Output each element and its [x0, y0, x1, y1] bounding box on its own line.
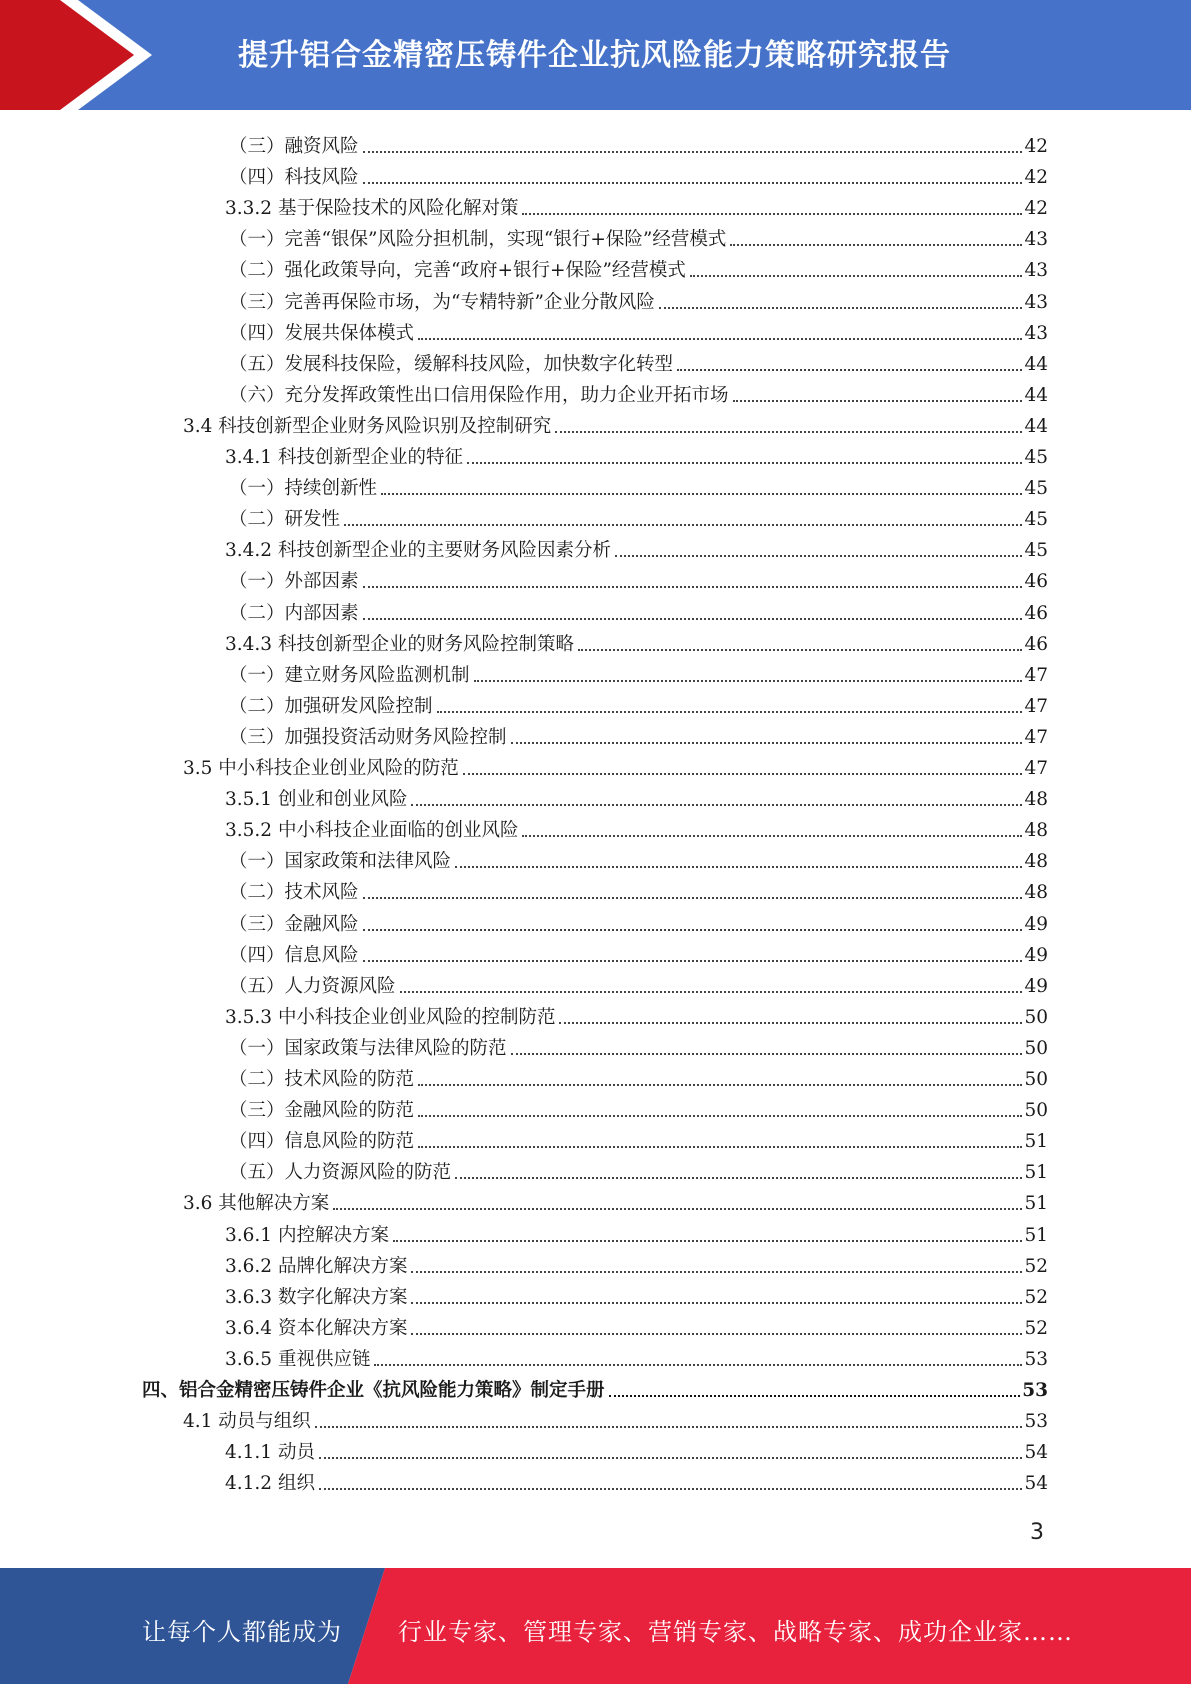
toc-entry[interactable] — [183, 1184, 1048, 1215]
toc-entry-page: 47 — [1024, 758, 1048, 779]
toc-entry-page: 50 — [1024, 1007, 1048, 1028]
toc-entry[interactable] — [229, 1122, 1048, 1153]
toc-dot-leader — [609, 1394, 1021, 1397]
toc-entry[interactable] — [225, 438, 1048, 469]
toc-entry[interactable] — [229, 251, 1048, 282]
toc-dot-leader — [315, 1425, 1023, 1428]
toc-entry[interactable] — [229, 905, 1048, 936]
toc-dot-leader — [437, 710, 1023, 713]
toc-entry-title: （二）技术风险的防范 — [229, 1069, 415, 1090]
toc-entry-page: 47 — [1024, 696, 1048, 717]
toc-entry[interactable] — [229, 1029, 1048, 1060]
toc-entry[interactable] — [225, 1216, 1048, 1247]
toc-entry-page: 45 — [1024, 509, 1048, 530]
toc-entry[interactable] — [225, 189, 1048, 220]
toc-entry-page: 53 — [1024, 1411, 1048, 1432]
toc-entry-title: 3.5.1 创业和创业风险 — [225, 789, 408, 810]
page-footer — [0, 1568, 1191, 1684]
toc-entry[interactable] — [142, 1371, 1048, 1402]
toc-dot-leader — [374, 1363, 1022, 1366]
toc-entry[interactable] — [225, 1278, 1048, 1309]
toc-entry-title: （三）金融风险 — [229, 914, 359, 935]
toc-entry-page: 46 — [1024, 571, 1048, 592]
toc-entry-title: 3.6.5 重视供应链 — [225, 1349, 371, 1370]
toc-entry-title: 4.1 动员与组织 — [183, 1411, 311, 1432]
toc-dot-leader — [522, 212, 1022, 215]
toc-dot-leader — [418, 337, 1022, 340]
toc-dot-leader — [511, 1052, 1023, 1055]
toc-entry-title: （四）信息风险的防范 — [229, 1131, 415, 1152]
toc-entry-title: （一）持续创新性 — [229, 478, 378, 499]
toc-entry[interactable] — [183, 407, 1048, 438]
toc-entry-title: （二）加强研发风险控制 — [229, 696, 433, 717]
toc-entry-page: 42 — [1024, 167, 1048, 188]
toc-entry-page: 42 — [1024, 198, 1048, 219]
toc-entry-title: （二）强化政策导向，完善“政府+银行+保险”经营模式 — [229, 260, 686, 281]
toc-entry-title: 4.1.2 组织 — [225, 1473, 315, 1494]
toc-dot-leader — [319, 1456, 1023, 1459]
toc-entry[interactable] — [225, 1464, 1048, 1495]
toc-entry-page: 44 — [1024, 416, 1048, 437]
toc-entry-page: 49 — [1024, 976, 1048, 997]
toc-entry-title: （一）建立财务风险监测机制 — [229, 665, 470, 686]
toc-dot-leader — [363, 896, 1023, 899]
toc-entry[interactable] — [229, 936, 1048, 967]
toc-entry-title: 3.4 科技创新型企业财务风险识别及控制研究 — [183, 416, 552, 437]
toc-entry-title: （四）科技风险 — [229, 167, 359, 188]
toc-entry-title: 3.4.2 科技创新型企业的主要财务风险因素分析 — [225, 540, 611, 561]
toc-entry-page: 50 — [1024, 1100, 1048, 1121]
toc-dot-leader — [418, 1114, 1022, 1117]
toc-dot-leader — [381, 492, 1022, 495]
toc-dot-leader — [363, 181, 1023, 184]
toc-dot-leader — [393, 1239, 1022, 1242]
toc-dot-leader — [522, 834, 1022, 837]
toc-dot-leader — [578, 648, 1022, 651]
toc-entry[interactable] — [229, 594, 1048, 625]
toc-entry[interactable] — [229, 127, 1048, 158]
toc-entry[interactable] — [225, 998, 1048, 1029]
toc-dot-leader — [555, 430, 1022, 433]
toc-entry-title: （一）完善“银保”风险分担机制，实现“银行+保险”经营模式 — [229, 229, 727, 250]
toc-dot-leader — [400, 990, 1023, 993]
toc-entry-page: 52 — [1024, 1318, 1048, 1339]
toc-entry-page: 52 — [1024, 1256, 1048, 1277]
toc-entry-page: 50 — [1024, 1069, 1048, 1090]
toc-entry-title: 3.6 其他解决方案 — [183, 1193, 330, 1214]
toc-entry[interactable] — [225, 1433, 1048, 1464]
toc-dot-leader — [411, 1270, 1022, 1273]
toc-entry-title: （二）研发性 — [229, 509, 341, 530]
toc-entry-title: （四）发展共保体模式 — [229, 323, 415, 344]
toc-entry-page: 43 — [1024, 323, 1048, 344]
toc-entry-page: 44 — [1024, 385, 1048, 406]
toc-dot-leader — [474, 679, 1023, 682]
toc-entry-page: 51 — [1024, 1162, 1048, 1183]
toc-dot-leader — [319, 1487, 1023, 1490]
toc-dot-leader — [690, 274, 1023, 277]
toc-entry-page: 48 — [1024, 882, 1048, 903]
toc-entry[interactable] — [229, 873, 1048, 904]
toc-entry-page: 45 — [1024, 540, 1048, 561]
toc-entry[interactable] — [225, 1247, 1048, 1278]
toc-dot-leader — [418, 1145, 1022, 1148]
footer-slogan-right: 行业专家、管理专家、营销专家、战略专家、成功企业家…… — [398, 1618, 1073, 1646]
toc-entry-page: 48 — [1024, 789, 1048, 810]
toc-entry[interactable] — [225, 625, 1048, 656]
toc-dot-leader — [363, 585, 1023, 588]
toc-dot-leader — [463, 772, 1023, 775]
toc-entry-page: 51 — [1024, 1131, 1048, 1152]
toc-entry-title: 3.4.3 科技创新型企业的财务风险控制策略 — [225, 634, 574, 655]
toc-entry-title: 四、铝合金精密压铸件企业《抗风险能力策略》制定手册 — [142, 1380, 605, 1401]
toc-entry-title: 3.6.4 资本化解决方案 — [225, 1318, 408, 1339]
toc-entry[interactable] — [229, 314, 1048, 345]
toc-entry-page: 52 — [1024, 1287, 1048, 1308]
toc-entry-title: （三）融资风险 — [229, 136, 359, 157]
toc-entry[interactable] — [229, 220, 1048, 251]
toc-entry-page: 49 — [1024, 945, 1048, 966]
toc-entry-title: （四）信息风险 — [229, 945, 359, 966]
page-header — [0, 0, 1191, 110]
toc-entry[interactable] — [225, 811, 1048, 842]
toc-entry-page: 53 — [1022, 1380, 1048, 1401]
toc-entry-page: 53 — [1024, 1349, 1048, 1370]
toc-entry-title: 3.3.2 基于保险技术的风险化解对策 — [225, 198, 519, 219]
toc-entry-page: 45 — [1024, 478, 1048, 499]
toc-entry-title: 3.5.3 中小科技企业创业风险的控制防范 — [225, 1007, 556, 1028]
toc-entry-page: 47 — [1024, 665, 1048, 686]
toc-entry-page: 43 — [1024, 292, 1048, 313]
toc-entry-title: （三）金融风险的防范 — [229, 1100, 415, 1121]
toc-entry-page: 50 — [1024, 1038, 1048, 1059]
toc-dot-leader — [333, 1207, 1022, 1210]
toc-dot-leader — [418, 1083, 1022, 1086]
toc-entry-title: （一）外部因素 — [229, 571, 359, 592]
toc-dot-leader — [363, 150, 1023, 153]
toc-entry[interactable] — [229, 967, 1048, 998]
toc-entry[interactable] — [229, 345, 1048, 376]
toc-entry-title: 3.5.2 中小科技企业面临的创业风险 — [225, 820, 519, 841]
toc-entry-title: （二）内部因素 — [229, 603, 359, 624]
page-number: 3 — [1030, 1520, 1044, 1545]
toc-entry-page: 51 — [1024, 1225, 1048, 1246]
toc-dot-leader — [677, 368, 1022, 371]
toc-entry-title: （五）人力资源风险的防范 — [229, 1162, 452, 1183]
toc-dot-leader — [344, 523, 1022, 526]
toc-dot-leader — [411, 1332, 1022, 1335]
toc-entry[interactable] — [229, 1060, 1048, 1091]
toc-entry-title: （三）加强投资活动财务风险控制 — [229, 727, 507, 748]
toc-entry-title: （三）完善再保险市场，为“专精特新”企业分散风险 — [229, 292, 655, 313]
toc-dot-leader — [455, 865, 1022, 868]
toc-entry[interactable] — [225, 531, 1048, 562]
toc-entry-page: 48 — [1024, 851, 1048, 872]
toc-dot-leader — [363, 617, 1023, 620]
toc-entry-page: 45 — [1024, 447, 1048, 468]
toc-entry[interactable] — [229, 842, 1048, 873]
toc-entry-page: 46 — [1024, 603, 1048, 624]
toc-entry[interactable] — [229, 1153, 1048, 1184]
toc-entry[interactable] — [229, 1091, 1048, 1122]
toc-dot-leader — [363, 928, 1023, 931]
toc-dot-leader — [467, 461, 1022, 464]
toc-entry-page: 43 — [1024, 260, 1048, 281]
toc-entry[interactable] — [229, 376, 1048, 407]
toc-entry[interactable] — [225, 780, 1048, 811]
toc-entry-title: （五）发展科技保险，缓解科技风险，加快数字化转型 — [229, 354, 674, 375]
toc-entry-page: 42 — [1024, 136, 1048, 157]
toc-entry-page: 54 — [1024, 1442, 1048, 1463]
toc-entry-page: 48 — [1024, 820, 1048, 841]
toc-entry[interactable] — [225, 1340, 1048, 1371]
footer-slogan-left: 让每个人都能成为 — [142, 1618, 342, 1646]
toc-dot-leader — [733, 399, 1023, 402]
header-chevron-icon — [0, 0, 160, 110]
toc-entry-title: （六）充分发挥政策性出口信用保险作用，助力企业开拓市场 — [229, 385, 729, 406]
toc-dot-leader — [411, 1301, 1022, 1304]
toc-entry[interactable] — [229, 283, 1048, 314]
toc-dot-leader — [455, 1176, 1022, 1179]
toc-entry-page: 49 — [1024, 914, 1048, 935]
chevron-red-fill — [0, 0, 134, 110]
toc-entry[interactable] — [229, 158, 1048, 189]
toc-entry[interactable] — [225, 1309, 1048, 1340]
toc-entry-title: （五）人力资源风险 — [229, 976, 396, 997]
toc-entry[interactable] — [229, 562, 1048, 593]
toc-entry[interactable] — [183, 1402, 1048, 1433]
toc-entry-title: 3.4.1 科技创新型企业的特征 — [225, 447, 463, 468]
toc-entry-page: 46 — [1024, 634, 1048, 655]
toc-dot-leader — [615, 554, 1022, 557]
toc-dot-leader — [559, 1021, 1022, 1024]
toc-entry-title: 4.1.1 动员 — [225, 1442, 315, 1463]
toc-entry-title: 3.6.1 内控解决方案 — [225, 1225, 389, 1246]
toc-entry-title: 3.5 中小科技企业创业风险的防范 — [183, 758, 459, 779]
toc-entry-page: 47 — [1024, 727, 1048, 748]
toc-entry[interactable] — [183, 749, 1048, 780]
toc-entry-title: （一）国家政策和法律风险 — [229, 851, 452, 872]
toc-dot-leader — [730, 243, 1022, 246]
toc-entry-title: 3.6.2 品牌化解决方案 — [225, 1256, 408, 1277]
toc-entry-page: 43 — [1024, 229, 1048, 250]
toc-entry-title: （二）技术风险 — [229, 882, 359, 903]
toc-entry[interactable] — [229, 718, 1048, 749]
toc-entry-title: （一）国家政策与法律风险的防范 — [229, 1038, 507, 1059]
toc-entry-title: 3.6.3 数字化解决方案 — [225, 1287, 408, 1308]
toc-dot-leader — [659, 306, 1023, 309]
toc-entry-page: 44 — [1024, 354, 1048, 375]
toc-dot-leader — [511, 741, 1023, 744]
toc-dot-leader — [363, 959, 1023, 962]
toc-dot-leader — [411, 803, 1022, 806]
toc-entry-page: 54 — [1024, 1473, 1048, 1494]
toc-entry[interactable] — [229, 469, 1048, 500]
toc-entry[interactable] — [229, 656, 1048, 687]
report-title: 提升铝合金精密压铸件企业抗风险能力策略研究报告 — [238, 38, 951, 73]
toc-entry-page: 51 — [1024, 1193, 1048, 1214]
toc-entry[interactable] — [229, 687, 1048, 718]
toc-entry[interactable] — [229, 500, 1048, 531]
